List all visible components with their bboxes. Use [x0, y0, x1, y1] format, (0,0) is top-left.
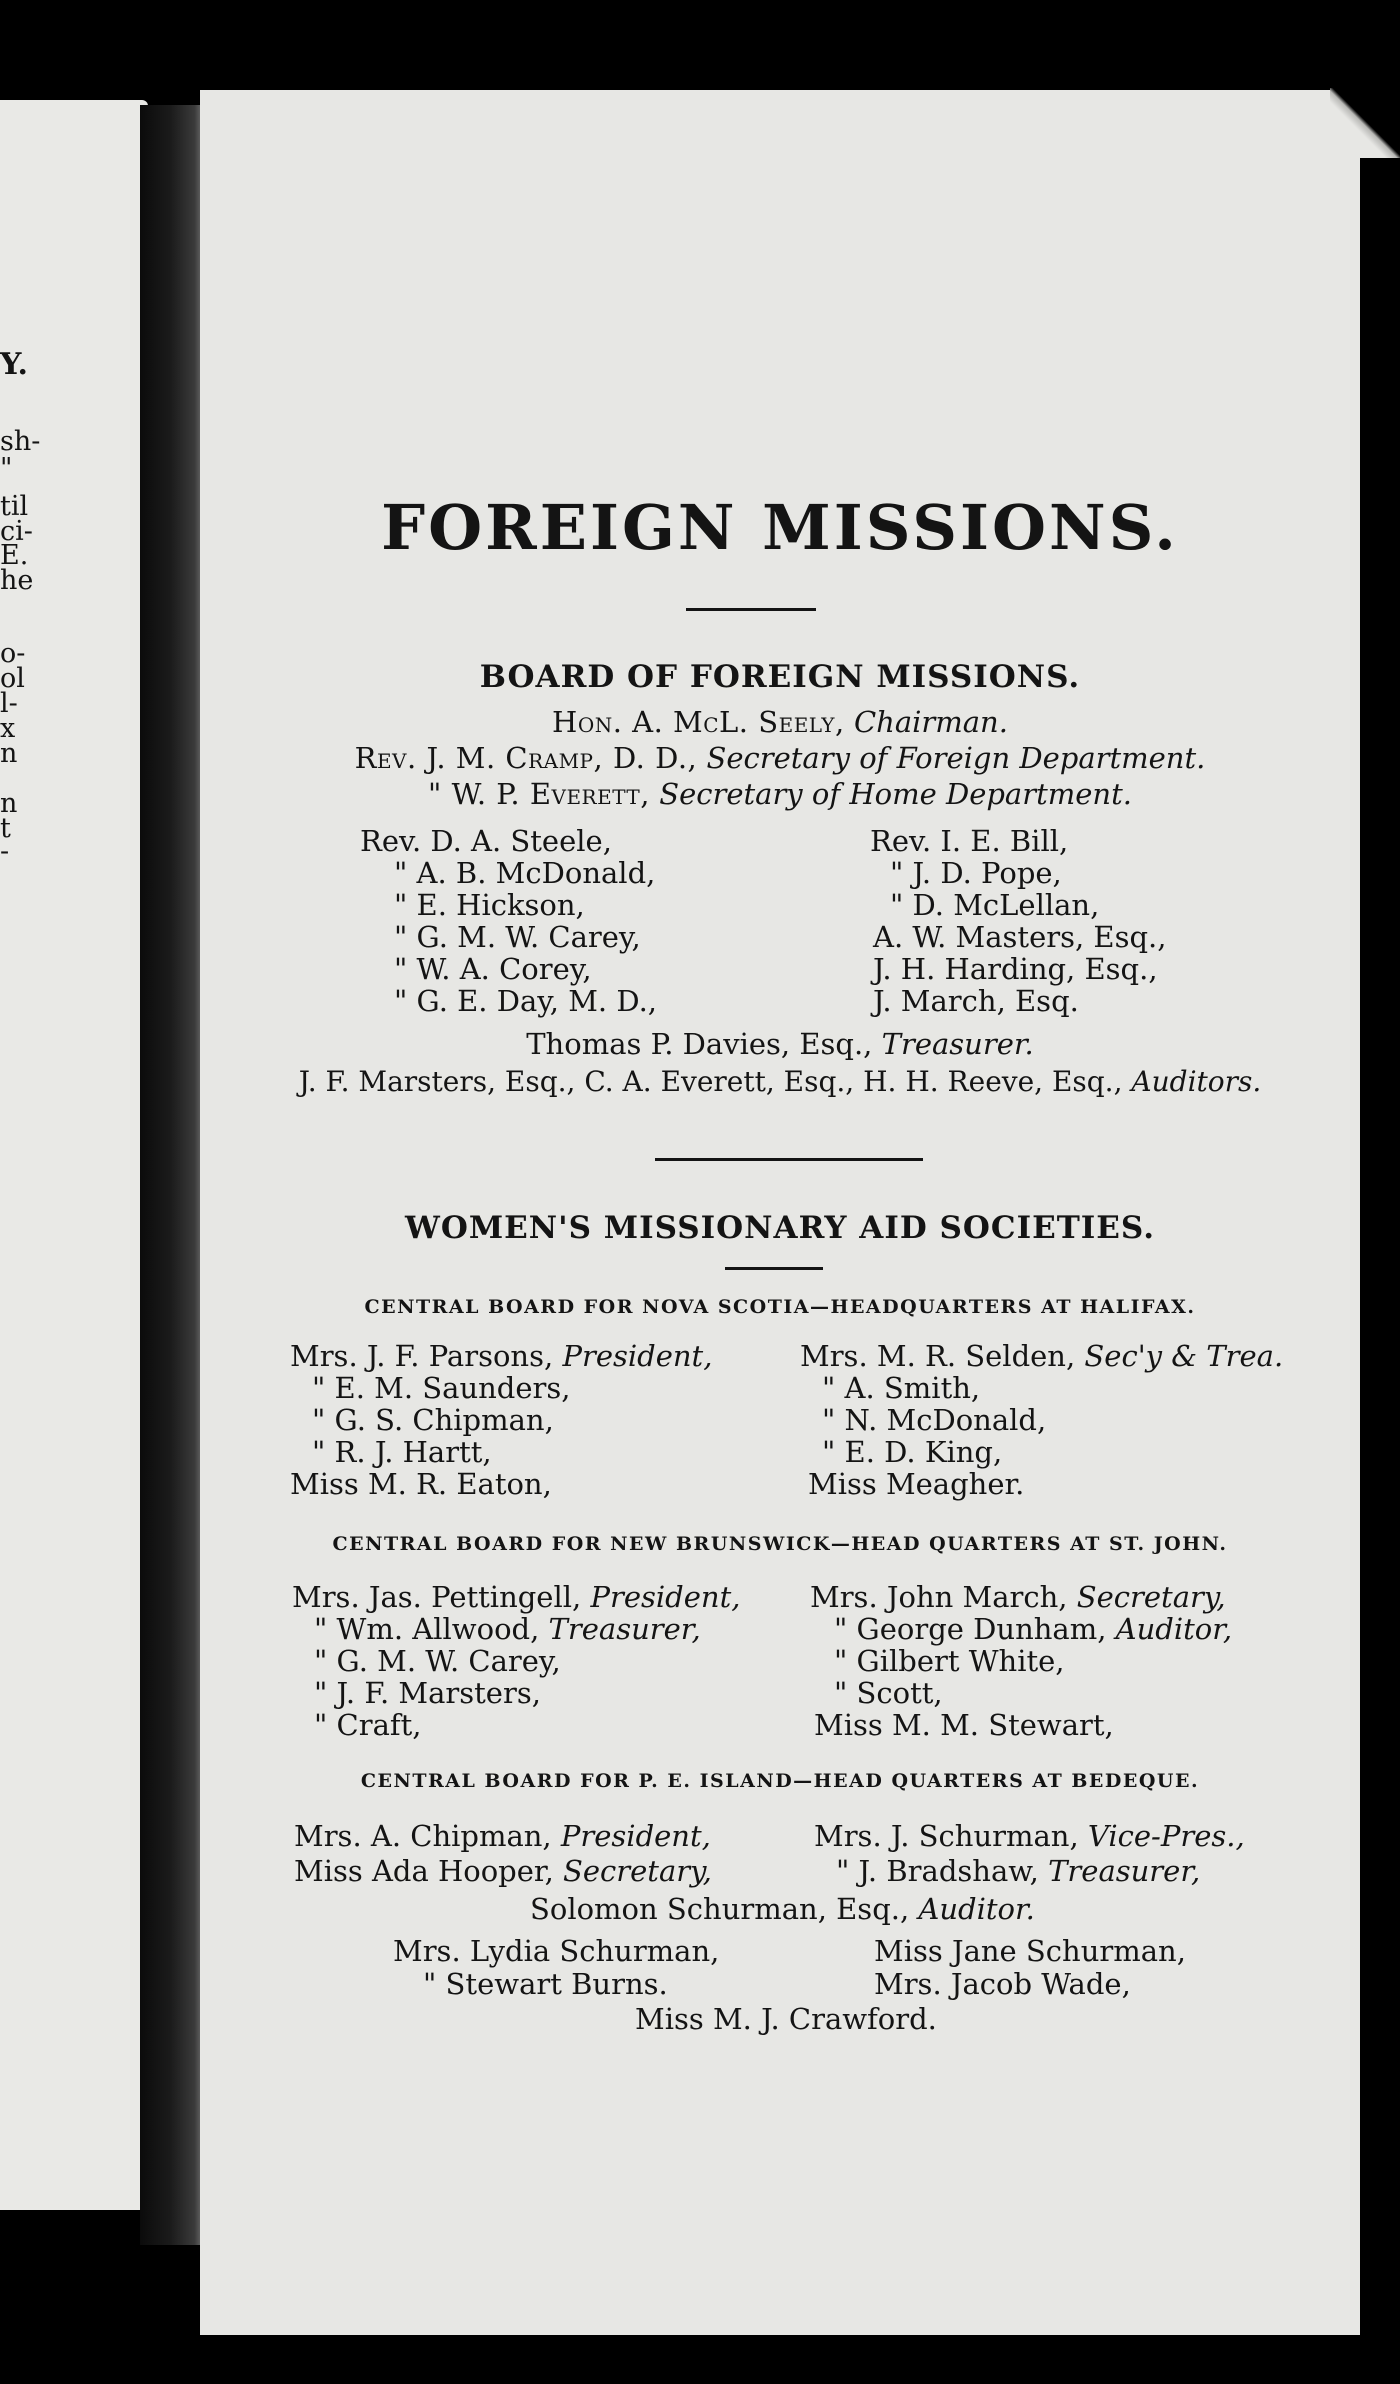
board-chairman	[200, 705, 1360, 739]
auditors-names: J. F. Marsters, Esq., C. A. Everett, Esq., H. H. Reeve, Esq.,	[298, 1065, 1123, 1098]
pei-member-left: Mrs. Lydia Schurman,	[393, 1934, 720, 1968]
nb-member-right: " Gilbert White,	[834, 1644, 1065, 1678]
left-fragment: "	[0, 453, 13, 484]
pei-auditor	[530, 1892, 1035, 1926]
board-treasurer	[200, 1027, 1360, 1061]
chairman-name: Hon. A. McL. Seely,	[552, 705, 845, 739]
pei-officer-left: Mrs. A. Chipman, President,	[294, 1819, 711, 1853]
ns-member-left: Mrs. J. F. Parsons, President,	[290, 1339, 713, 1373]
board-member-right: Rev. I. E. Bill,	[870, 824, 1069, 858]
board-member-left: " A. B. McDonald,	[394, 856, 656, 890]
pei-member-right: Mrs. Jacob Wade,	[874, 1967, 1131, 2001]
nb-member-left: " Wm. Allwood, Treasurer,	[314, 1612, 701, 1646]
treasurer-role: Treasurer.	[881, 1027, 1034, 1061]
board-member-right: A. W. Masters, Esq.,	[873, 920, 1167, 954]
board-member-left: " G. E. Day, M. D.,	[394, 984, 658, 1018]
nb-member-left: " Craft,	[314, 1708, 422, 1742]
board-member-right: J. March, Esq.	[873, 984, 1079, 1018]
board-member-right: J. H. Harding, Esq.,	[873, 952, 1158, 986]
pei-officer-right: Mrs. J. Schurman, Vice-Pres.,	[814, 1819, 1245, 1853]
pei-officer-left: Miss Ada Hooper, Secretary,	[294, 1854, 712, 1888]
ns-member-right: Miss Meagher.	[808, 1467, 1025, 1501]
divider	[725, 1267, 823, 1270]
womens-heading: WOMEN'S MISSIONARY AID SOCIETIES.	[405, 1210, 1155, 1246]
ns-member-right: " N. McDonald,	[822, 1403, 1047, 1437]
left-fragment: ci-	[0, 516, 33, 547]
ns-member-right: " E. D. King,	[822, 1435, 1003, 1469]
left-fragment: ol	[0, 663, 25, 694]
pei-officer-right: " J. Bradshaw, Treasurer,	[836, 1854, 1201, 1888]
left-fragment: n	[0, 738, 18, 769]
nb-member-right: " Scott,	[834, 1676, 943, 1710]
left-fragment: til	[0, 491, 29, 522]
board-heading: BOARD OF FOREIGN MISSIONS.	[479, 659, 1081, 695]
ns-member-right: " A. Smith,	[822, 1371, 981, 1405]
board-auditors	[200, 1065, 1360, 1098]
page-corner-curl	[1330, 88, 1400, 158]
left-fragment: sh-	[0, 426, 41, 457]
board-member-left: " G. M. W. Carey,	[394, 920, 641, 954]
ns-member-right: Mrs. M. R. Selden, Sec'y & Trea.	[800, 1339, 1284, 1373]
nb-member-left: Mrs. Jas. Pettingell, President,	[292, 1580, 741, 1614]
pei-last-member: Miss M. J. Crawford.	[635, 2002, 937, 2036]
treasurer-name: Thomas P. Davies, Esq.,	[526, 1027, 873, 1061]
nb-member-right: " George Dunham, Auditor,	[834, 1612, 1233, 1646]
divider	[686, 608, 816, 611]
left-facing-page	[0, 100, 148, 2210]
ns-member-left: " E. M. Saunders,	[312, 1371, 571, 1405]
auditors-role: Auditors.	[1131, 1065, 1262, 1098]
page-title: FOREIGN MISSIONS.	[381, 491, 1179, 564]
board-member-left: " E. Hickson,	[394, 888, 585, 922]
ns-member-left: " G. S. Chipman,	[312, 1403, 554, 1437]
left-fragment: o-	[0, 638, 26, 669]
ns-member-left: Miss M. R. Eaton,	[290, 1467, 552, 1501]
nova-scotia-heading: CENTRAL BOARD FOR NOVA SCOTIA—HEADQUARTERS AT HALIFAX.	[364, 1296, 1196, 1318]
sec-foreign-name: Rev. J. M. Cramp, D. D.,	[354, 741, 698, 775]
divider	[655, 1158, 923, 1161]
pei-member-right: Miss Jane Schurman,	[874, 1934, 1186, 1968]
sec-home-name: " W. P. Everett,	[428, 777, 650, 811]
board-secretary-home	[200, 777, 1360, 811]
chairman-role: Chairman.	[853, 705, 1008, 739]
pei-auditor-role: Auditor.	[918, 1892, 1035, 1926]
sec-home-role: Secretary of Home Department.	[659, 777, 1132, 811]
left-fragment: he	[0, 565, 34, 596]
nb-member-left: " J. F. Marsters,	[314, 1676, 541, 1710]
nb-member-right: Miss M. M. Stewart,	[814, 1708, 1114, 1742]
left-fragment: -	[0, 836, 10, 867]
left-fragment: Y.	[0, 347, 28, 382]
new-brunswick-heading: CENTRAL BOARD FOR NEW BRUNSWICK—HEAD QUARTERS AT ST. JOHN.	[332, 1533, 1228, 1555]
left-fragment: l-	[0, 688, 18, 719]
sec-foreign-role: Secretary of Foreign Department.	[706, 741, 1206, 775]
left-fragment: t	[0, 813, 11, 844]
pei-auditor-name: Solomon Schurman, Esq.,	[530, 1892, 910, 1926]
board-member-left: " W. A. Corey,	[394, 952, 592, 986]
board-member-right: " D. McLellan,	[890, 888, 1100, 922]
left-fragment: n	[0, 788, 18, 819]
nb-member-right: Mrs. John March, Secretary,	[810, 1580, 1226, 1614]
left-fragment: E.	[0, 540, 29, 571]
pei-heading: CENTRAL BOARD FOR P. E. ISLAND—HEAD QUARTERS AT BEDEQUE.	[360, 1770, 1200, 1792]
board-secretary-foreign	[200, 741, 1360, 775]
pei-member-left: " Stewart Burns.	[423, 1967, 668, 2001]
nb-member-left: " G. M. W. Carey,	[314, 1644, 561, 1678]
ns-member-left: " R. J. Hartt,	[312, 1435, 492, 1469]
board-member-left: Rev. D. A. Steele,	[360, 824, 612, 858]
left-fragment: x	[0, 713, 16, 744]
book-gutter-shadow	[140, 105, 208, 2245]
board-member-right: " J. D. Pope,	[890, 856, 1062, 890]
